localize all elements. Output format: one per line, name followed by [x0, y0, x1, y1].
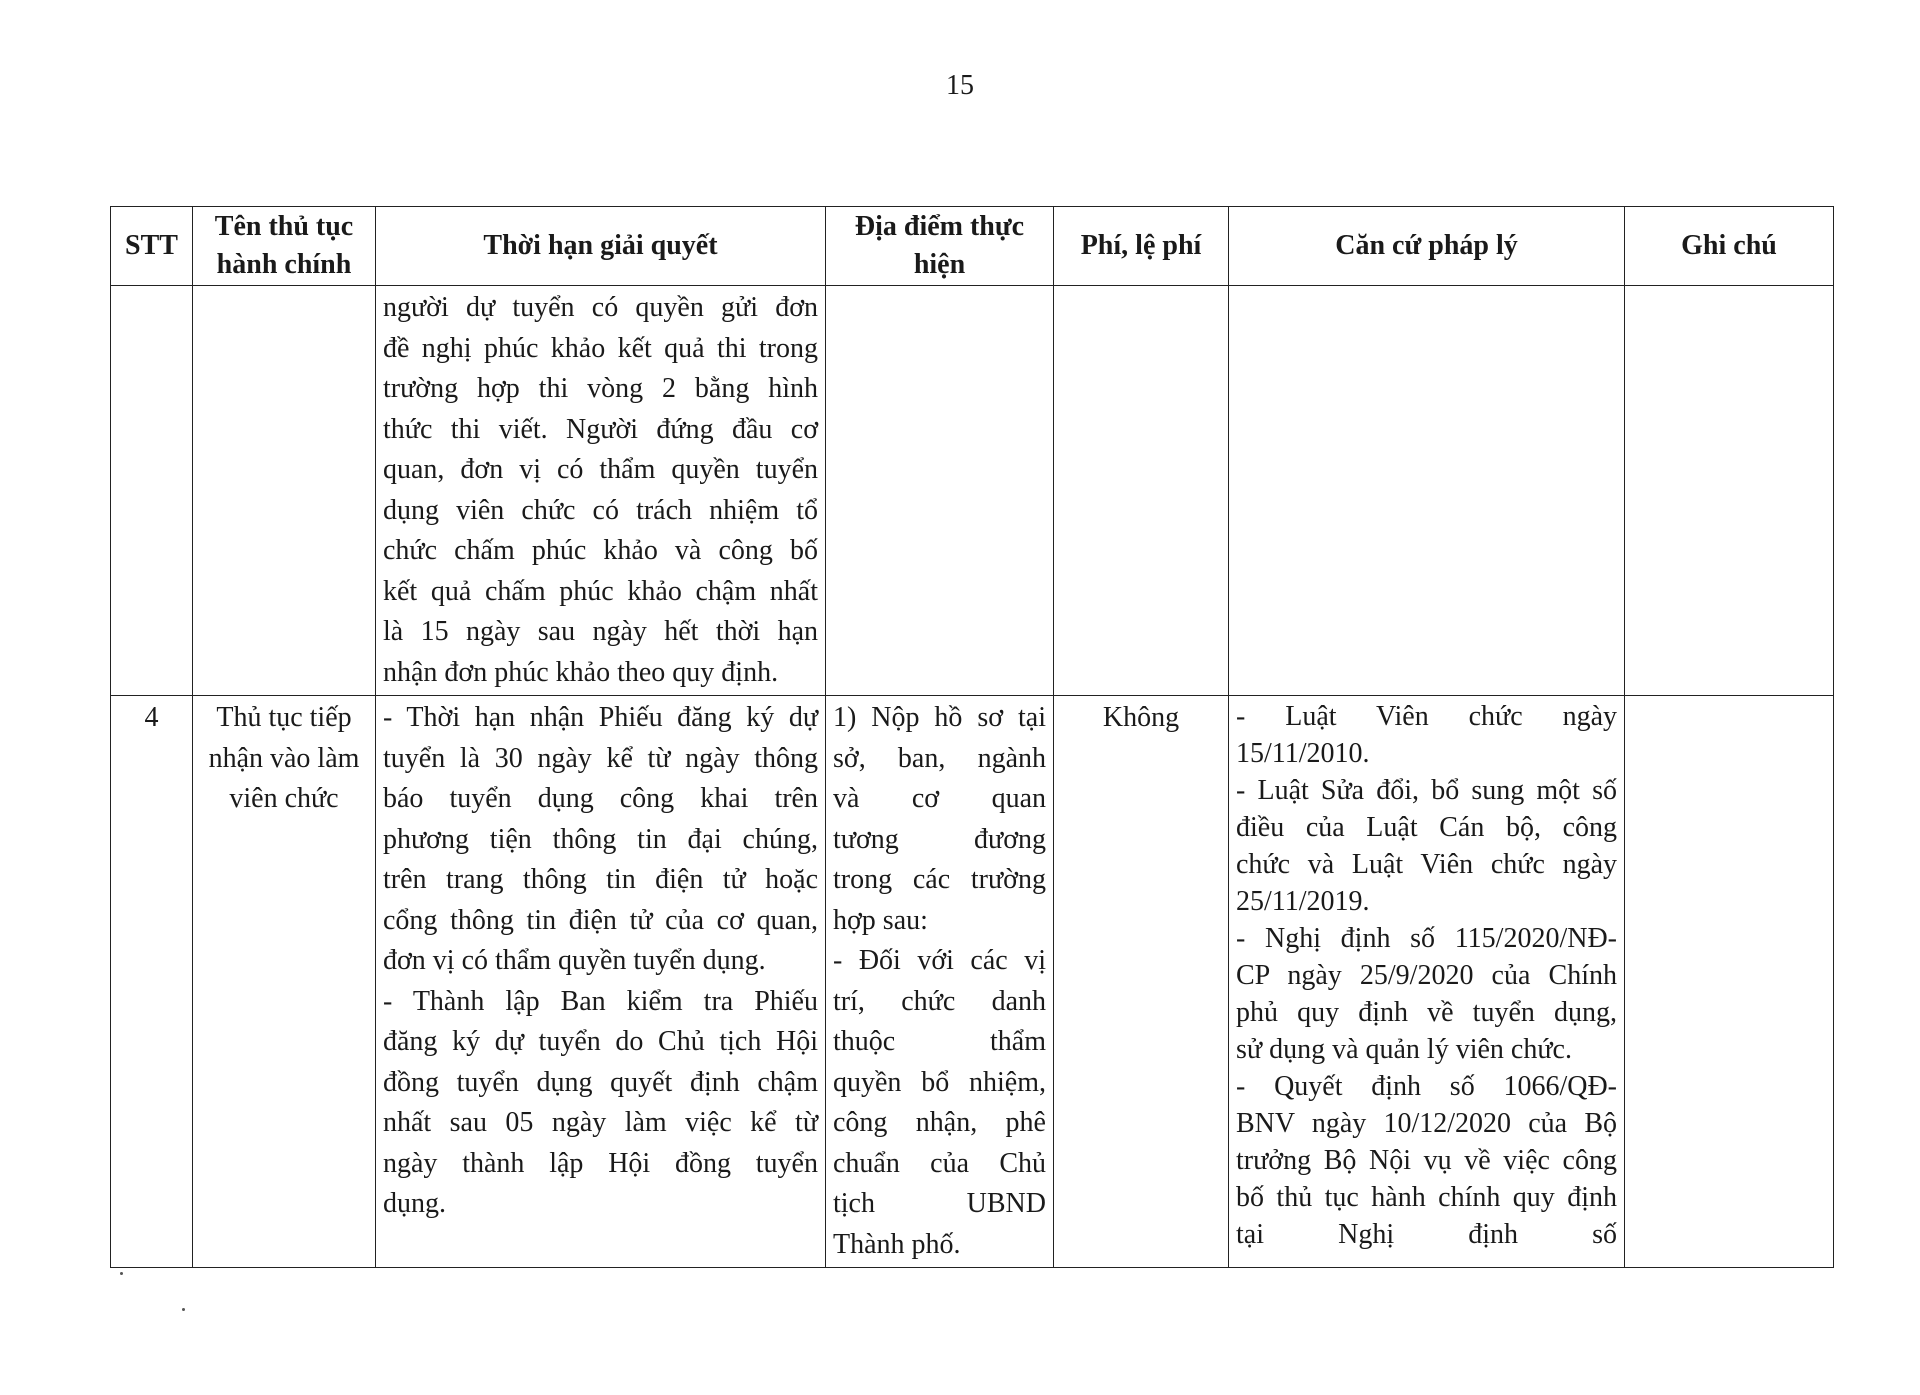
cell-procedure-name-continued	[193, 286, 376, 696]
cell-stt-continued	[111, 286, 193, 696]
procedure-table	[110, 206, 1834, 1268]
cell-processing-time-continued: người dự tuyển có quyền gửi đơn đề nghị phúc khảo kết quả thi trong trường hợp thi vòng 2 bằng hình thức thi viết. Người đứng đầu cơ quan, đơn vị có thẩm quyền tuyển dụng viên chức có trách nhiệm tổ chức chấm phúc khảo và công bố kết quả chấm phúc khảo chậm nhất là 15 ngày sau ngày hết thời hạn nhận đơn phúc khảo theo quy định.	[376, 286, 826, 696]
table-row-4	[111, 696, 1834, 1268]
cell-notes-continued	[1625, 286, 1834, 696]
scan-speck	[120, 1272, 123, 1275]
header-processing-time: Thời hạn giải quyết	[376, 207, 826, 286]
header-procedure-name: Tên thủ tục hành chính	[193, 207, 376, 286]
scan-speck	[182, 1308, 185, 1311]
cell-notes-4	[1625, 696, 1834, 1268]
page-number: 15	[946, 70, 974, 101]
header-location: Địa điểm thực hiện	[826, 207, 1054, 286]
cell-fees-4: Không	[1054, 696, 1229, 1268]
header-stt: STT	[111, 207, 193, 286]
header-legal-basis: Căn cứ pháp lý	[1229, 207, 1625, 286]
table-row-continued	[111, 286, 1834, 696]
cell-legal-basis-4: - Luật Viên chức ngày 15/11/2010. - Luật Sửa đổi, bổ sung một số điều của Luật Cán bộ, công chức và Luật Viên chức ngày 25/11/2019. - Nghị định số 115/2020/NĐ- CP ngày 25/9/2020 của Chính phủ quy định về tuyển dụng, sử dụng và quản lý viên chức. - Quyết định số 1066/QĐ- BNV ngày 10/12/2020 của Bộ trưởng Bộ Nội vụ về việc công bố thủ tục hành chính quy định tại Nghị định số	[1229, 696, 1625, 1268]
header-notes: Ghi chú	[1625, 207, 1834, 286]
cell-fees-continued	[1054, 286, 1229, 696]
cell-procedure-name-4: Thủ tục tiếp nhận vào làm viên chức	[193, 696, 376, 1268]
cell-processing-time-4: - Thời hạn nhận Phiếu đăng ký dự tuyển là 30 ngày kể từ ngày thông báo tuyển dụng công khai trên phương tiện thông tin đại chúng, trên trang thông tin điện tử hoặc cổng thông tin điện tử của cơ quan, đơn vị có thẩm quyền tuyển dụng. - Thành lập Ban kiểm tra Phiếu đăng ký dự tuyển do Chủ tịch Hội đồng tuyển dụng quyết định chậm nhất sau 05 ngày làm việc kể từ ngày thành lập Hội đồng tuyển dụng.	[376, 696, 826, 1268]
cell-location-continued	[826, 286, 1054, 696]
cell-location-4: 1) Nộp hồ sơ tại sở, ban, ngành và cơ quan tương đương trong các trường hợp sau: - Đối với các vị trí, chức danh thuộc thẩm quyền bổ nhiệm, công nhận, phê chuẩn của Chủ tịch UBND Thành phố.	[826, 696, 1054, 1268]
header-fees: Phí, lệ phí	[1054, 207, 1229, 286]
table-header-row	[111, 207, 1834, 286]
cell-legal-basis-continued	[1229, 286, 1625, 696]
cell-stt-4: 4	[111, 696, 193, 1268]
